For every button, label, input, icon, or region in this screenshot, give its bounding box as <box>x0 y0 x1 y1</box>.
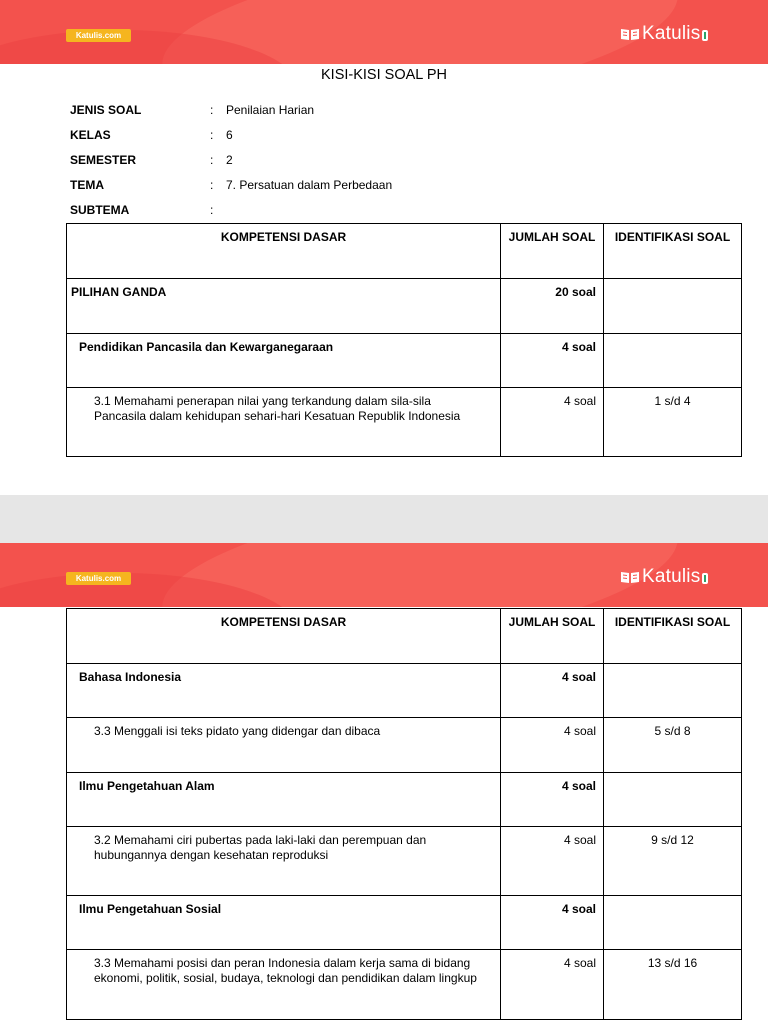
meta-colon: : <box>210 203 214 217</box>
question-ids <box>604 773 742 827</box>
column-header: IDENTIFIKASI SOAL <box>604 224 742 279</box>
open-book-icon <box>620 27 640 41</box>
logo-text: Katulis <box>642 566 701 587</box>
header-banner <box>0 0 768 64</box>
meta-value: Penilaian Harian <box>226 103 315 117</box>
meta-colon: : <box>210 178 214 192</box>
meta-row-kelas <box>70 127 690 152</box>
meta-colon: : <box>210 153 214 167</box>
column-header: JUMLAH SOAL <box>501 224 604 279</box>
table-header-row <box>67 609 742 664</box>
table-row <box>67 664 742 718</box>
question-count: 4 soal <box>501 773 604 827</box>
meta-label: KELAS <box>70 128 111 142</box>
meta-label: SUBTEMA <box>70 203 130 217</box>
logo-pencil-icon <box>702 30 708 41</box>
question-count: 4 soal <box>501 718 604 773</box>
question-ids <box>604 334 742 388</box>
document-meta <box>70 102 690 227</box>
table-row <box>67 279 742 334</box>
question-count: 4 soal <box>501 896 604 950</box>
meta-value: 7. Persatuan dalam Perbedaan <box>226 178 393 192</box>
competency-text: 3.1 Memahami penerapan nilai yang terkandung dalam sila-sila Pancasila dalam kehidupan sehari-hari Kesatuan Republik Indonesia <box>67 388 501 457</box>
meta-value: 6 <box>226 128 233 142</box>
subject-label: Ilmu Pengetahuan Alam <box>67 773 501 827</box>
brand-logo[interactable] <box>620 565 708 589</box>
table-row <box>67 718 742 773</box>
question-ids <box>604 896 742 950</box>
subject-label: Ilmu Pengetahuan Sosial <box>67 896 501 950</box>
meta-row-jenis-soal <box>70 102 690 127</box>
question-ids: 5 s/d 8 <box>604 718 742 773</box>
question-count: 20 soal <box>501 279 604 334</box>
logo-pencil-icon <box>702 573 708 584</box>
column-header: KOMPETENSI DASAR <box>67 609 501 664</box>
question-count: 4 soal <box>501 950 604 1020</box>
meta-value: 2 <box>226 153 233 167</box>
kisi-kisi-table <box>66 608 742 1020</box>
meta-row-semester <box>70 152 690 177</box>
competency-text: 3.3 Memahami posisi dan peran Indonesia dalam kerja sama di bidang ekonomi, politik, sosial, budaya, teknologi dan pendidikan dalam lingkup <box>67 950 501 1020</box>
question-ids: 1 s/d 4 <box>604 388 742 457</box>
subject-label: Bahasa Indonesia <box>67 664 501 718</box>
meta-label: TEMA <box>70 178 104 192</box>
table-row <box>67 773 742 827</box>
question-ids <box>604 279 742 334</box>
table-row <box>67 950 742 1020</box>
question-count: 4 soal <box>501 334 604 388</box>
document-title: KISI-KISI SOAL PH <box>321 67 447 83</box>
meta-row-tema <box>70 177 690 202</box>
meta-label: SEMESTER <box>70 153 137 167</box>
question-count: 4 soal <box>501 664 604 718</box>
section-label: PILIHAN GANDA <box>67 279 501 334</box>
competency-text: 3.2 Memahami ciri pubertas pada laki-laki dan perempuan dan hubungannya dengan kesehatan reproduksi <box>67 827 501 896</box>
meta-colon: : <box>210 103 214 117</box>
site-link[interactable]: Katulis.com <box>66 572 131 585</box>
question-count: 4 soal <box>501 827 604 896</box>
logo-text: Katulis <box>642 23 701 44</box>
site-link[interactable]: Katulis.com <box>66 29 131 42</box>
meta-label: JENIS SOAL <box>70 103 142 117</box>
column-header: KOMPETENSI DASAR <box>67 224 501 279</box>
subject-label: Pendidikan Pancasila dan Kewarganegaraan <box>67 334 501 388</box>
table-row <box>67 334 742 388</box>
column-header: IDENTIFIKASI SOAL <box>604 609 742 664</box>
question-count: 4 soal <box>501 388 604 457</box>
competency-text: 3.3 Menggali isi teks pidato yang didengar dan dibaca <box>67 718 501 773</box>
table-row <box>67 388 742 457</box>
brand-logo[interactable] <box>620 22 708 46</box>
question-ids: 9 s/d 12 <box>604 827 742 896</box>
document-page-1 <box>0 0 768 495</box>
header-banner <box>0 543 768 607</box>
question-ids <box>604 664 742 718</box>
kisi-kisi-table <box>66 223 742 457</box>
column-header: JUMLAH SOAL <box>501 609 604 664</box>
table-row <box>67 896 742 950</box>
table-header-row <box>67 224 742 279</box>
open-book-icon <box>620 570 640 584</box>
table-row <box>67 827 742 896</box>
question-ids: 13 s/d 16 <box>604 950 742 1020</box>
meta-colon: : <box>210 128 214 142</box>
